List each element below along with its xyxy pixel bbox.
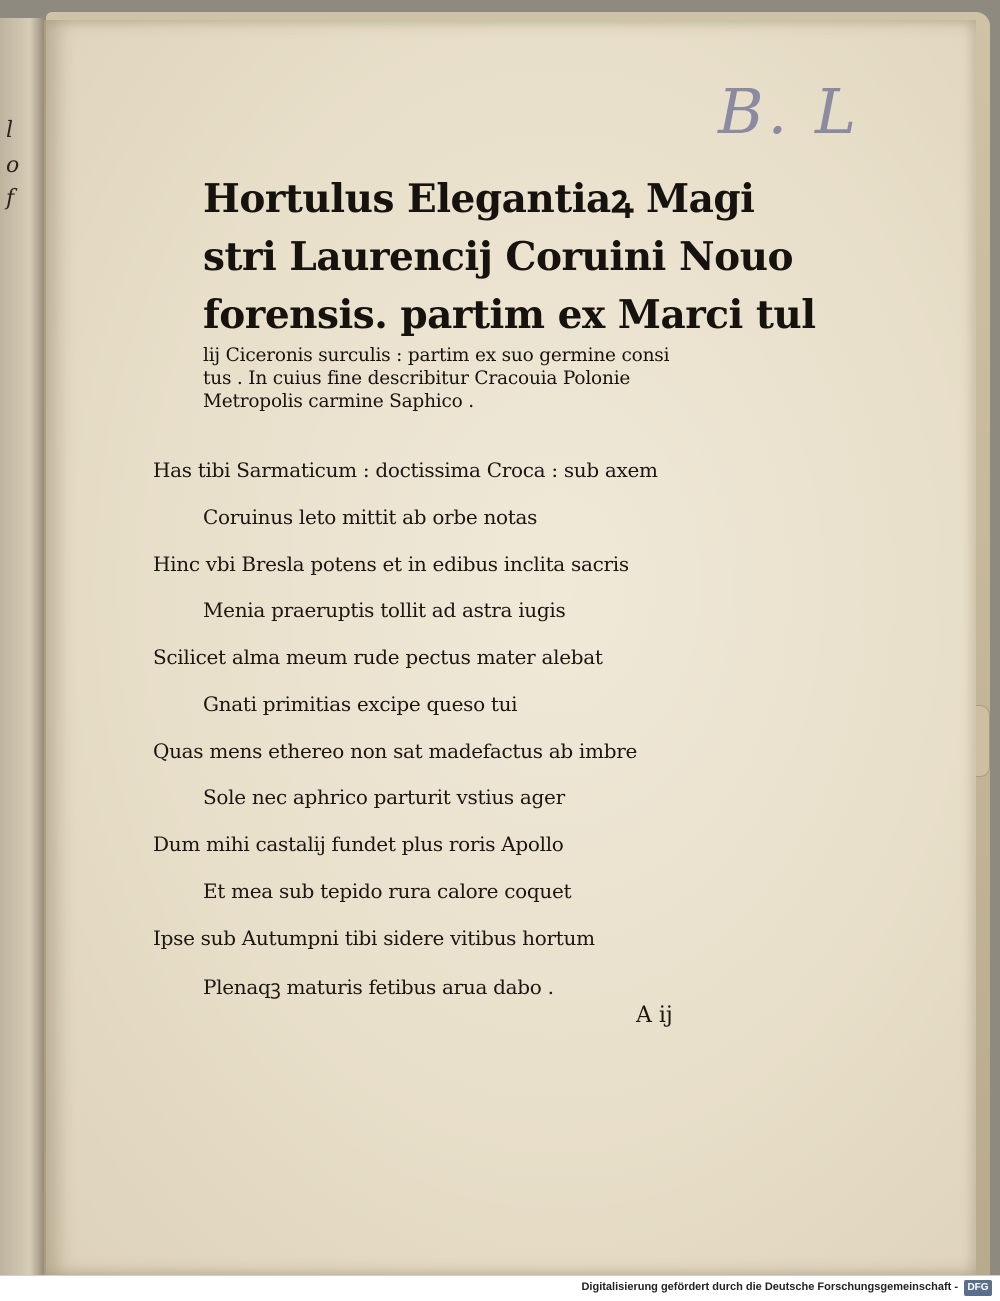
verse-line: Menia praeruptis tollit ad astra iugis bbox=[203, 598, 566, 622]
verse-line: Coruinus leto mittit ab orbe notas bbox=[203, 505, 538, 529]
signature-mark: A ij bbox=[636, 1003, 673, 1028]
left-page-mark: o bbox=[6, 153, 20, 178]
footer-bar bbox=[0, 1275, 1000, 1301]
dfg-logo-icon: DFG bbox=[964, 1280, 992, 1296]
title-subline: tus . In cuius fine describitur Cracouia Polonie bbox=[203, 368, 631, 389]
verse-line: Ipse sub Autumpni tibi sidere vitibus hortum bbox=[153, 926, 595, 950]
title-subline: lij Ciceronis surculis : partim ex suo germine consi bbox=[203, 345, 670, 366]
verse-line: Sole nec aphrico parturit vstius ager bbox=[203, 785, 565, 809]
title-line: forensis. partim ex Marci tul bbox=[203, 292, 816, 338]
title-line: Hortulus Elegantiaꝝ Magi bbox=[203, 176, 755, 222]
verse-line: Hinc vbi Bresla potens et in edibus inclita sacris bbox=[153, 552, 629, 576]
title-line: stri Laurencij Coruini Nouo bbox=[203, 234, 793, 280]
verse-line: Gnati primitias excipe queso tui bbox=[203, 692, 518, 716]
verse-line: Has tibi Sarmaticum : doctissima Croca : sub axem bbox=[153, 458, 658, 482]
verse-line: Dum mihi castalij fundet plus roris Apollo bbox=[153, 832, 564, 856]
handwritten-shelfmark: B. L bbox=[718, 75, 861, 148]
verse-line: Plenaqꝫ maturis fetibus arua dabo . bbox=[203, 975, 554, 999]
verse-line: Scilicet alma meum rude pectus mater alebat bbox=[153, 645, 603, 669]
left-page-mark: l bbox=[6, 118, 14, 143]
verse-line: Et mea sub tepido rura calore coquet bbox=[203, 879, 572, 903]
verse-line: Quas mens ethereo non sat madefactus ab imbre bbox=[153, 739, 637, 763]
title-subline: Metropolis carmine Saphico . bbox=[203, 391, 474, 412]
funding-notice: Digitalisierung gefördert durch die Deutsche Forschungsgemeinschaft - bbox=[581, 1281, 958, 1293]
left-page-mark: f bbox=[6, 186, 15, 211]
